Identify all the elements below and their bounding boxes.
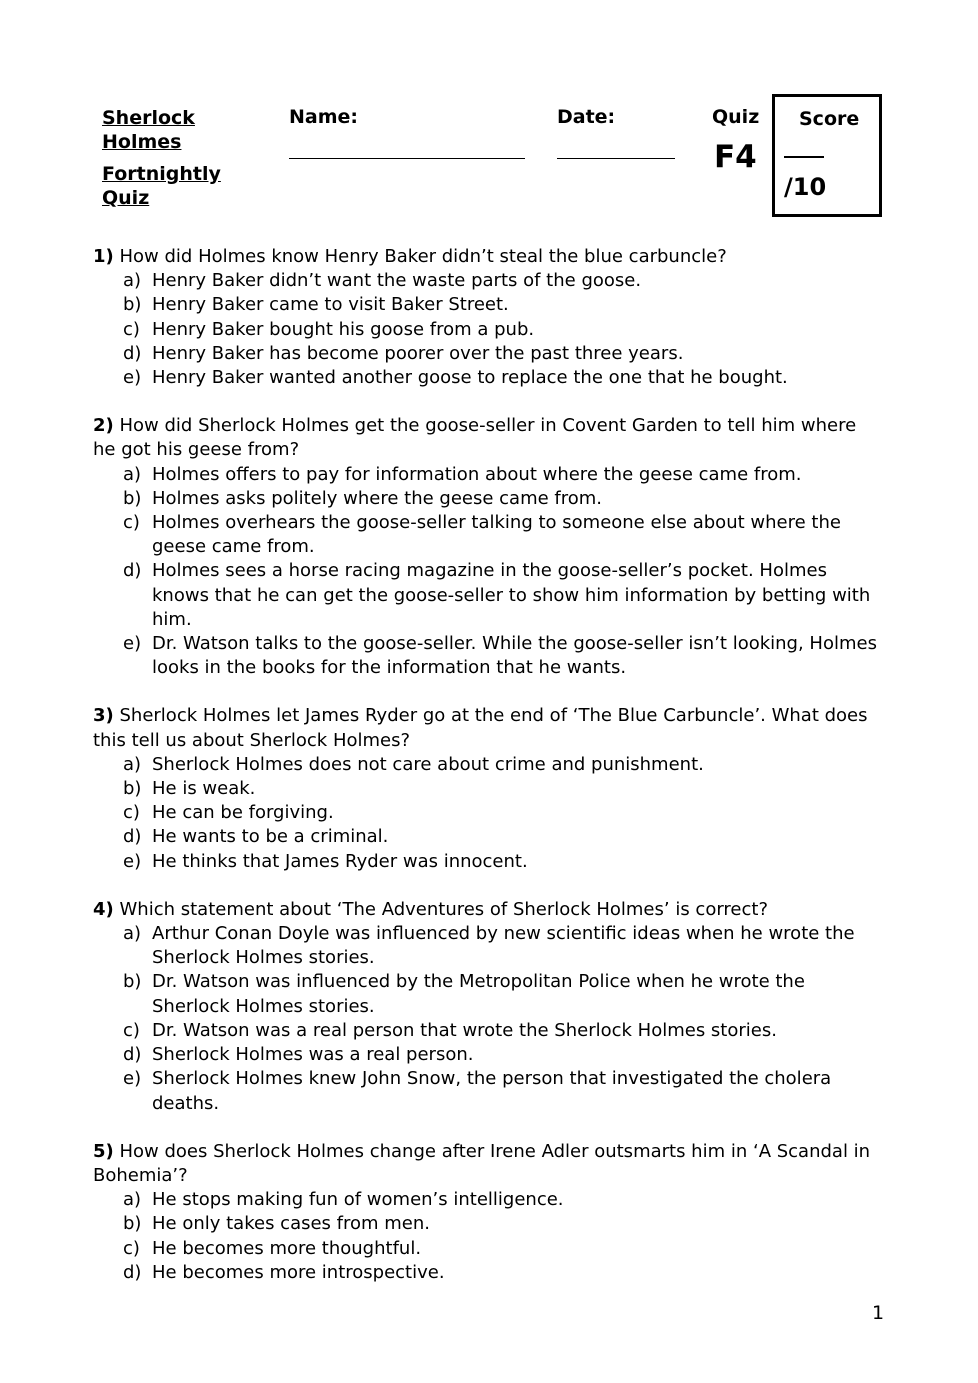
- question-number: 3): [93, 705, 114, 727]
- quiz-label: Quiz: [712, 106, 760, 128]
- option-letter: a): [123, 753, 142, 775]
- answer-option: [93, 463, 883, 487]
- title-line-1: Sherlock Holmes: [102, 107, 195, 153]
- question-prompt: How does Sherlock Holmes change after Irene Adler outsmarts him in ‘A Scandal in Bohemia’?: [93, 1140, 871, 1186]
- answer-option: [93, 632, 883, 680]
- score-box: [772, 94, 882, 217]
- option-text: Arthur Conan Doyle was influenced by new scientific ideas when he wrote the Sherlock Holmes stories.: [152, 923, 855, 969]
- answer-option: [93, 511, 883, 559]
- option-letter: d): [123, 342, 142, 364]
- answer-option: [93, 342, 883, 366]
- option-letter: e): [123, 367, 142, 389]
- question-number: 1): [93, 246, 114, 267]
- question-prompt: Sherlock Holmes let James Ryder go at the end of ‘The Blue Carbuncle’. What does this tell us about Sherlock Holmes?: [93, 705, 868, 751]
- option-letter: e): [123, 1068, 142, 1090]
- option-letter: b): [123, 487, 142, 509]
- quiz-code: F4: [714, 139, 757, 175]
- option-text: Sherlock Holmes knew John Snow, the person that investigated the cholera deaths.: [152, 1068, 832, 1114]
- option-letter: b): [123, 1213, 142, 1235]
- name-blank-line[interactable]: [289, 158, 525, 159]
- option-text: Henry Baker came to visit Baker Street.: [152, 294, 509, 316]
- question-number: 4): [93, 898, 114, 920]
- score-total: /10: [784, 173, 827, 201]
- date-blank-line[interactable]: [557, 158, 675, 159]
- question-list: [93, 245, 883, 1309]
- option-text: He only takes cases from men.: [152, 1213, 430, 1235]
- answer-options: [93, 753, 883, 874]
- answer-option: [93, 1067, 883, 1115]
- option-text: He wants to be a criminal.: [152, 826, 389, 848]
- question-text: [93, 1140, 883, 1188]
- answer-option: [93, 970, 883, 1018]
- option-text: Holmes overhears the goose-seller talking to someone else about where the geese came from.: [152, 512, 841, 558]
- option-letter: a): [123, 270, 142, 292]
- option-text: He stops making fun of women’s intelligence.: [152, 1189, 564, 1211]
- score-blank-line[interactable]: [784, 156, 824, 158]
- answer-options: [93, 1188, 883, 1285]
- option-letter: b): [123, 971, 142, 993]
- option-text: He becomes more introspective.: [152, 1261, 445, 1283]
- page-number: 1: [872, 1302, 885, 1324]
- answer-option: [93, 753, 883, 777]
- option-text: Holmes offers to pay for information about where the geese came from.: [152, 463, 802, 485]
- question-3: [93, 704, 883, 873]
- option-text: Dr. Watson was influenced by the Metropolitan Police when he wrote the Sherlock Holmes stories.: [152, 971, 805, 1017]
- option-text: He is weak.: [152, 778, 256, 800]
- answer-option: [93, 487, 883, 511]
- option-letter: d): [123, 826, 142, 848]
- option-letter: c): [123, 1237, 140, 1259]
- option-letter: b): [123, 294, 142, 316]
- option-text: Henry Baker has become poorer over the past three years.: [152, 342, 684, 364]
- option-letter: e): [123, 633, 142, 655]
- option-text: Holmes asks politely where the geese came from.: [152, 487, 603, 509]
- option-letter: c): [123, 318, 140, 340]
- answer-option: [93, 801, 883, 825]
- question-4: [93, 898, 883, 1116]
- option-letter: e): [123, 850, 142, 872]
- question-5: [93, 1140, 883, 1285]
- question-text: [93, 414, 883, 462]
- answer-option: [93, 1043, 883, 1067]
- question-2: [93, 414, 883, 680]
- option-text: Henry Baker wanted another goose to replace the one that he bought.: [152, 367, 788, 389]
- title-line-2: Fortnightly Quiz: [102, 163, 221, 209]
- option-letter: a): [123, 923, 142, 945]
- question-prompt: Which statement about ‘The Adventures of Sherlock Holmes’ is correct?: [119, 898, 769, 920]
- answer-option: [93, 850, 883, 874]
- answer-options: [93, 269, 883, 390]
- option-letter: a): [123, 463, 142, 485]
- answer-option: [93, 1188, 883, 1212]
- answer-option: [93, 1019, 883, 1043]
- option-text: Holmes sees a horse racing magazine in the goose-seller’s pocket. Holmes knows that he can get the goose-seller to show him information by betting with him.: [152, 560, 871, 630]
- answer-option: [93, 1237, 883, 1261]
- answer-option: [93, 366, 883, 390]
- option-letter: d): [123, 560, 142, 582]
- quiz-title: [102, 106, 242, 210]
- option-text: He can be forgiving.: [152, 802, 334, 824]
- answer-option: [93, 293, 883, 317]
- answer-option: [93, 1212, 883, 1236]
- option-letter: d): [123, 1261, 142, 1283]
- option-text: Dr. Watson was a real person that wrote the Sherlock Holmes stories.: [152, 1019, 777, 1041]
- option-text: Henry Baker bought his goose from a pub.: [152, 318, 535, 340]
- question-text: [93, 704, 883, 752]
- option-letter: c): [123, 802, 140, 824]
- option-letter: c): [123, 512, 140, 534]
- answer-option: [93, 825, 883, 849]
- answer-option: [93, 318, 883, 342]
- question-prompt: How did Sherlock Holmes get the goose-seller in Covent Garden to tell him where he got his geese from?: [93, 415, 857, 461]
- question-number: 2): [93, 415, 114, 437]
- answer-option: [93, 559, 883, 632]
- answer-option: [93, 1261, 883, 1285]
- question-text: [93, 898, 883, 922]
- question-text: [93, 245, 883, 269]
- answer-options: [93, 922, 883, 1116]
- quiz-header: [0, 94, 978, 224]
- option-text: Sherlock Holmes was a real person.: [152, 1044, 474, 1066]
- option-text: Sherlock Holmes does not care about crime and punishment.: [152, 753, 704, 775]
- question-1: [93, 245, 883, 390]
- option-letter: c): [123, 1019, 140, 1041]
- date-label: Date:: [557, 106, 616, 128]
- question-prompt: How did Holmes know Henry Baker didn’t steal the blue carbuncle?: [119, 246, 727, 267]
- name-label: Name:: [289, 106, 359, 128]
- option-text: Dr. Watson talks to the goose-seller. While the goose-seller isn’t looking, Holmes looks in the books for the information that he wants.: [152, 633, 877, 679]
- option-text: He thinks that James Ryder was innocent.: [152, 850, 528, 872]
- answer-options: [93, 463, 883, 681]
- option-letter: d): [123, 1044, 142, 1066]
- option-letter: a): [123, 1189, 142, 1211]
- score-label: Score: [799, 108, 860, 130]
- question-number: 5): [93, 1140, 114, 1162]
- answer-option: [93, 269, 883, 293]
- option-text: Henry Baker didn’t want the waste parts of the goose.: [152, 270, 642, 292]
- option-letter: b): [123, 778, 142, 800]
- answer-option: [93, 777, 883, 801]
- option-text: He becomes more thoughtful.: [152, 1237, 422, 1259]
- answer-option: [93, 922, 883, 970]
